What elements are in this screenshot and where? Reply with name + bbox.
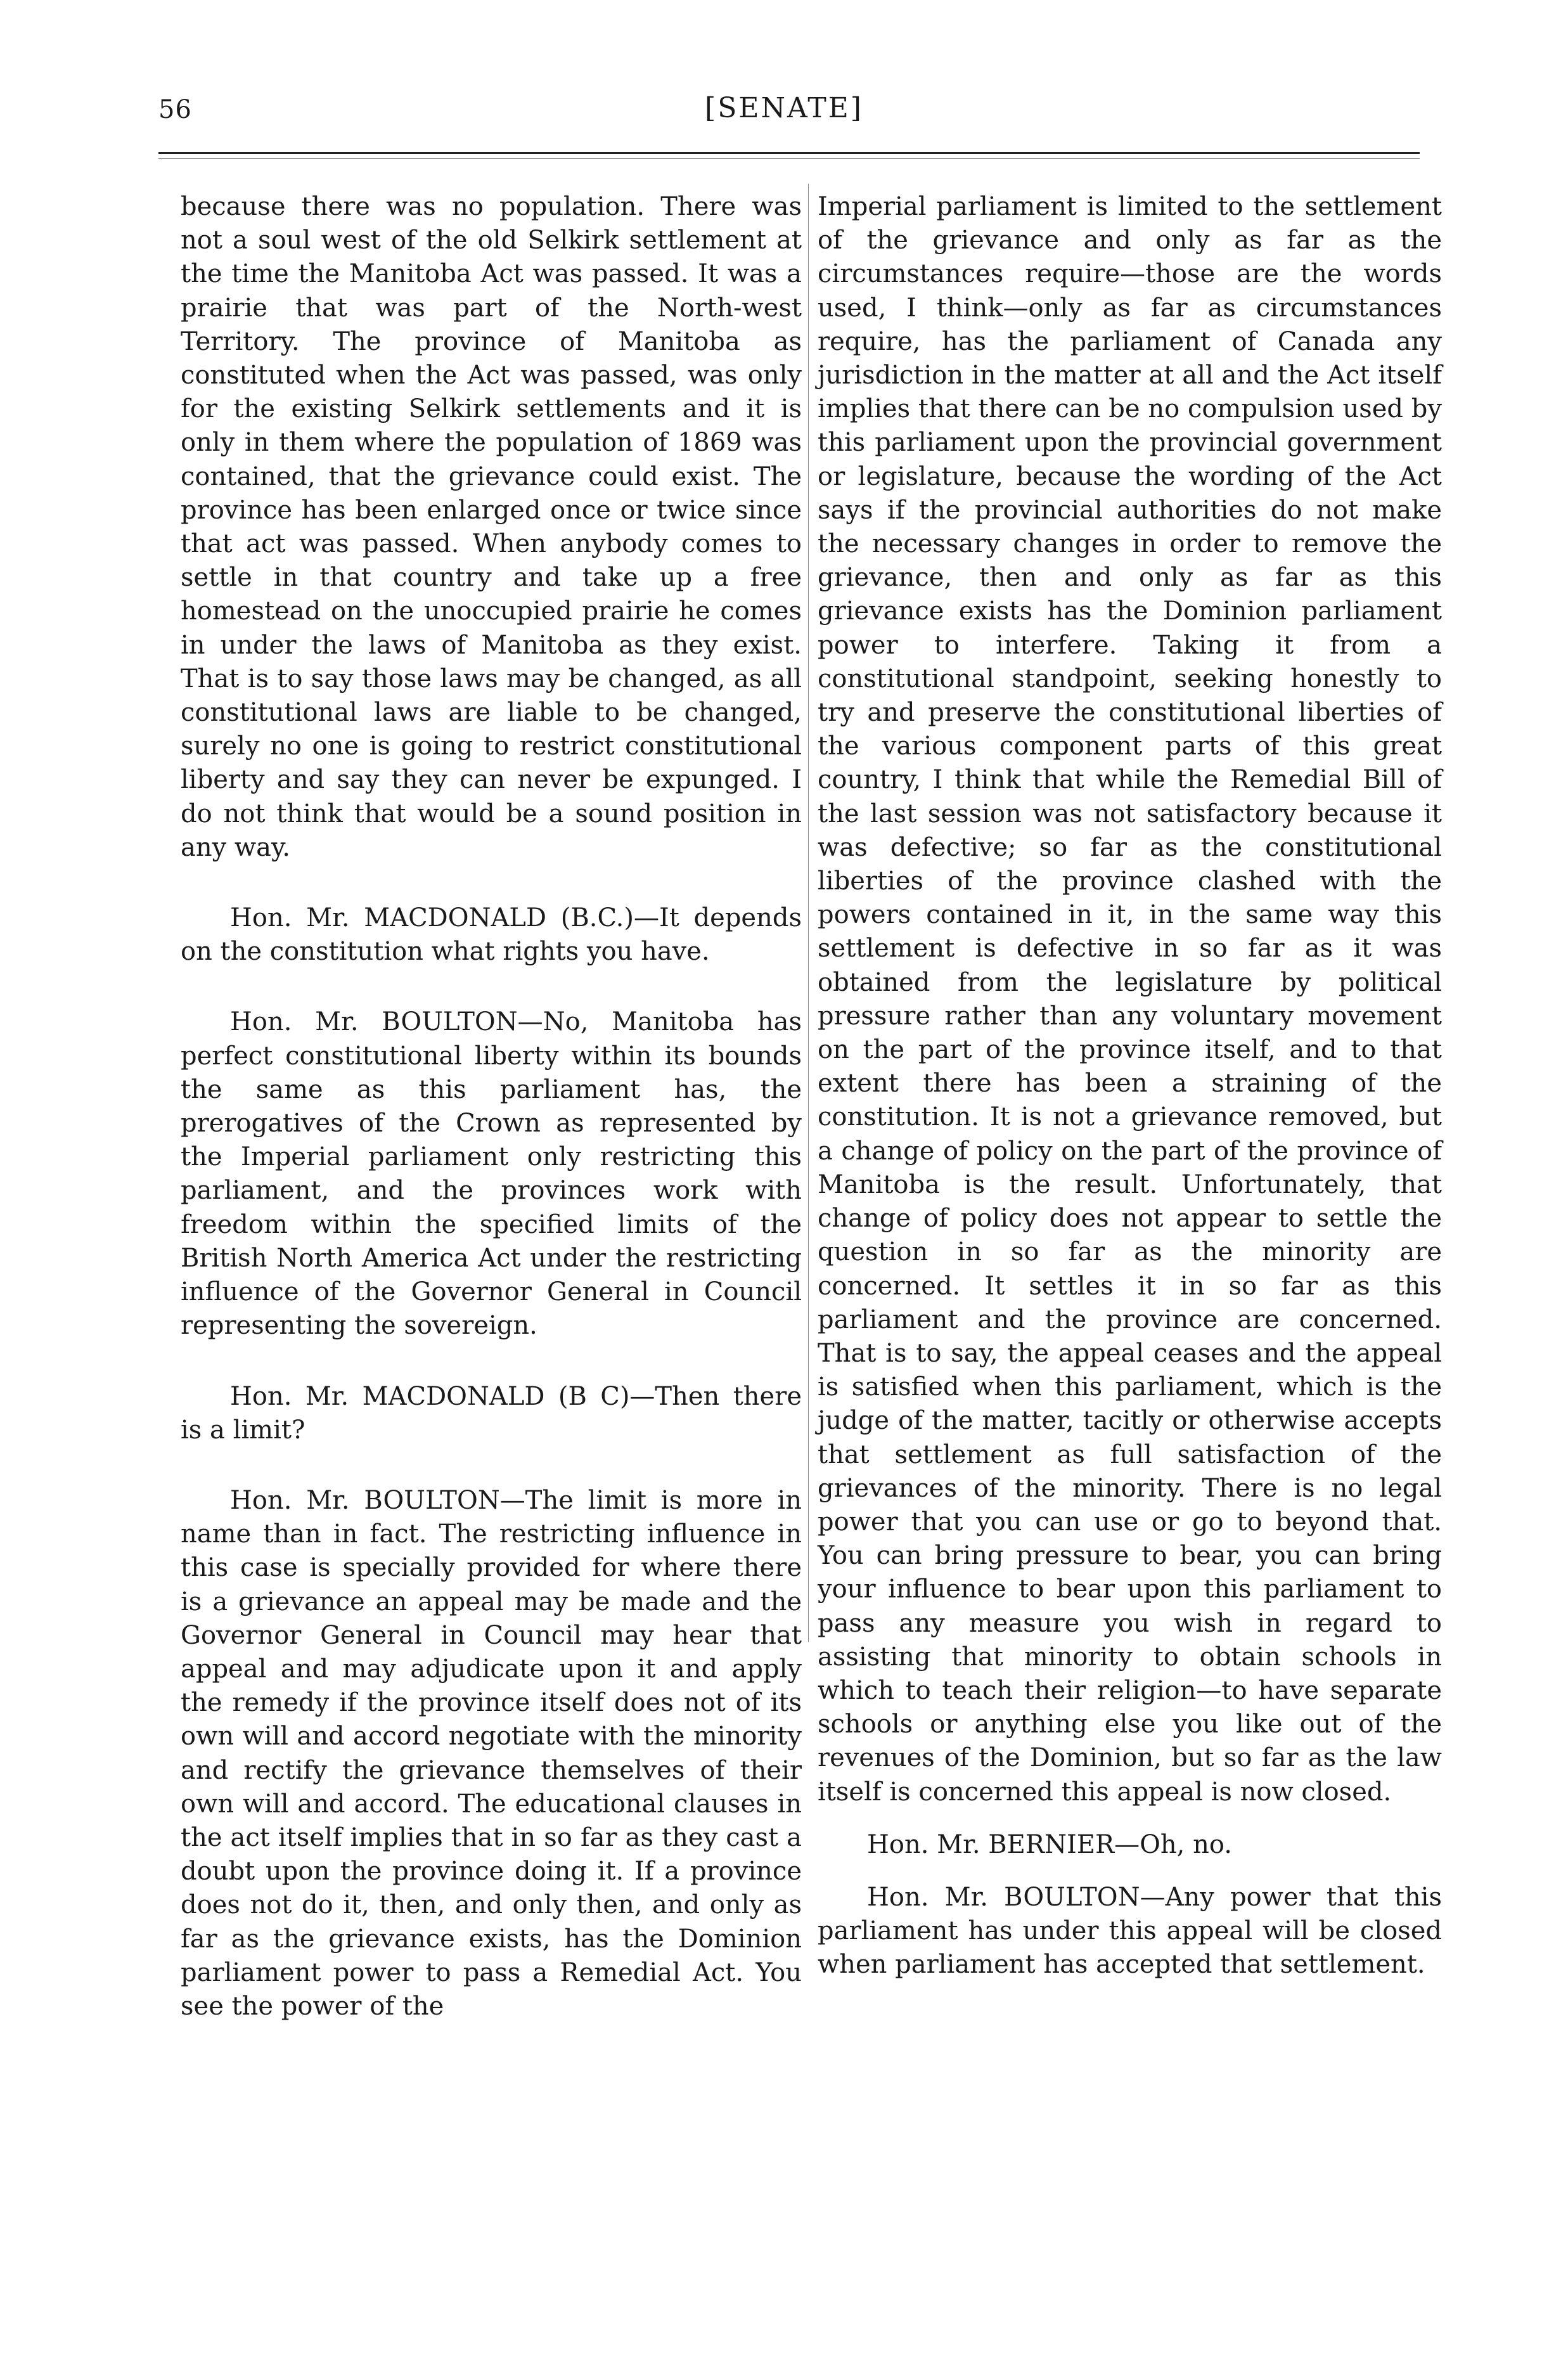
paragraph-boulton-continuation: Imperial parliament is limited to the settlement of the grievance and only as far as the circumstances require—those are the words used, I think—only as far as circumstances require, has the parliament of Canada any jurisdiction in the matter at all and the Act itself implies that there can be no compulsion used by this parliament upon the provincial government or legislature, because the wording of the Act says if the provincial authorities do not make the necessary changes in order to remove the grievance, then and only as far as this grievance exists has the Dominion parliament power to interfere. Taking it from a constitutional standpoint, seeking honestly to try and preserve the constitutional liberties of the various component parts of this great country, I think that while the Remedial Bill of the last session was not satisfactory because it was defective; so far as the constitutional liberties of the province clashed with the powers contained in it, in the same way this settlement is defective in so far as it was obtained from the legislature by political pressure rather than any voluntary movement on the part of the province itself, and to that extent there has been a straining of the constitution. It is not a grievance removed, but a change of policy on the part of the province of Manitoba is the result. Unfortunately, that change of policy does not appear to settle the question in so far as the minority are concerned. It settles it in so far as this parliament and the province are concerned. That is to say, the appeal ceases and the appeal is satisfied when this parliament, which is the judge of the matter, tacitly or otherwise accepts that settlement as full satisfaction of the grievances of the minority. There is no legal power that you can use or go to beyond that. You can bring pressure to bear, you can bring your influence to bear upon this parliament to pass any measure you wish in regard to assisting that minority to obtain schools in which to teach their religion—to have separate schools or anything else you like out of the revenues of the Dominion, but so far as the law itself is concerned this appeal is now closed.	[818, 192, 1442, 1807]
paragraph-boulton-1: Hon. Mr. BOULTON—No, Manitoba has perfect constitutional liberty within its bounds the same as this parliament has, the prerogatives of the Crown as represented by the Imperial parliament only restricting this parliament, and the provinces work with freedom within the specified limits of the British North America Act under the restricting influence of the Governor General in Council representing the sovereign.	[181, 1007, 802, 1341]
page-header	[0, 0, 1568, 165]
header-rule-thin	[158, 158, 1420, 159]
paragraph-boulton-3: Hon. Mr. BOULTON—Any power that this parliament has under this appeal will be closed when parliament has accepted that settlement.	[818, 1882, 1442, 1980]
right-column	[818, 190, 1442, 1982]
left-column	[181, 190, 802, 2023]
column-divider	[808, 184, 809, 1642]
paragraph-macdonald-1: Hon. Mr. MACDONALD (B.C.)—It depends on the constitution what rights you have.	[181, 903, 802, 967]
paragraph-continuation: because there was no population. There was not a soul west of the old Selkirk settlement at the time the Manitoba Act was passed. It was a prairie that was part of the North-west Territory. The province of Manitoba as constituted when the Act was passed, was only for the existing Selkirk settlements and it is only in them where the population of 1869 was contained, that the grievance could exist. The province has been enlarged once or twice since that act was passed. When anybody comes to settle in that country and take up a free homestead on the unoccupied prairie he comes in under the laws of Manitoba as they exist. That is to say those laws may be changed, as all constitutional laws are liable to be changed, surely no one is going to restrict constitutional liberty and say they can never be expunged. I do not think that would be a sound position in any way.	[181, 192, 802, 862]
paragraph-boulton-2: Hon. Mr. BOULTON—The limit is more in name than in fact. The restricting influence in this case is specially provided for where there is a grievance an appeal may be made and the Governor General in Council may hear that appeal and may adjudicate upon it and apply the remedy if the province itself does not of its own will and accord negotiate with the minority and rectify the grievance themselves of their own will and accord. The educational clauses in the act itself implies that in so far as they cast a doubt upon the province doing it. If a province does not do it, then, and only then, and only as far as the grievance exists, has the Dominion parliament power to pass a Remedial Act. You see the power of the	[181, 1485, 802, 2021]
running-head: [SENATE]	[705, 92, 863, 124]
paragraph-macdonald-2: Hon. Mr. MACDONALD (B C)—Then there is a limit?	[181, 1381, 802, 1445]
header-rule	[158, 152, 1420, 154]
paragraph-bernier: Hon. Mr. BERNIER—Oh, no.	[867, 1829, 1232, 1859]
page-number: 56	[158, 95, 192, 124]
